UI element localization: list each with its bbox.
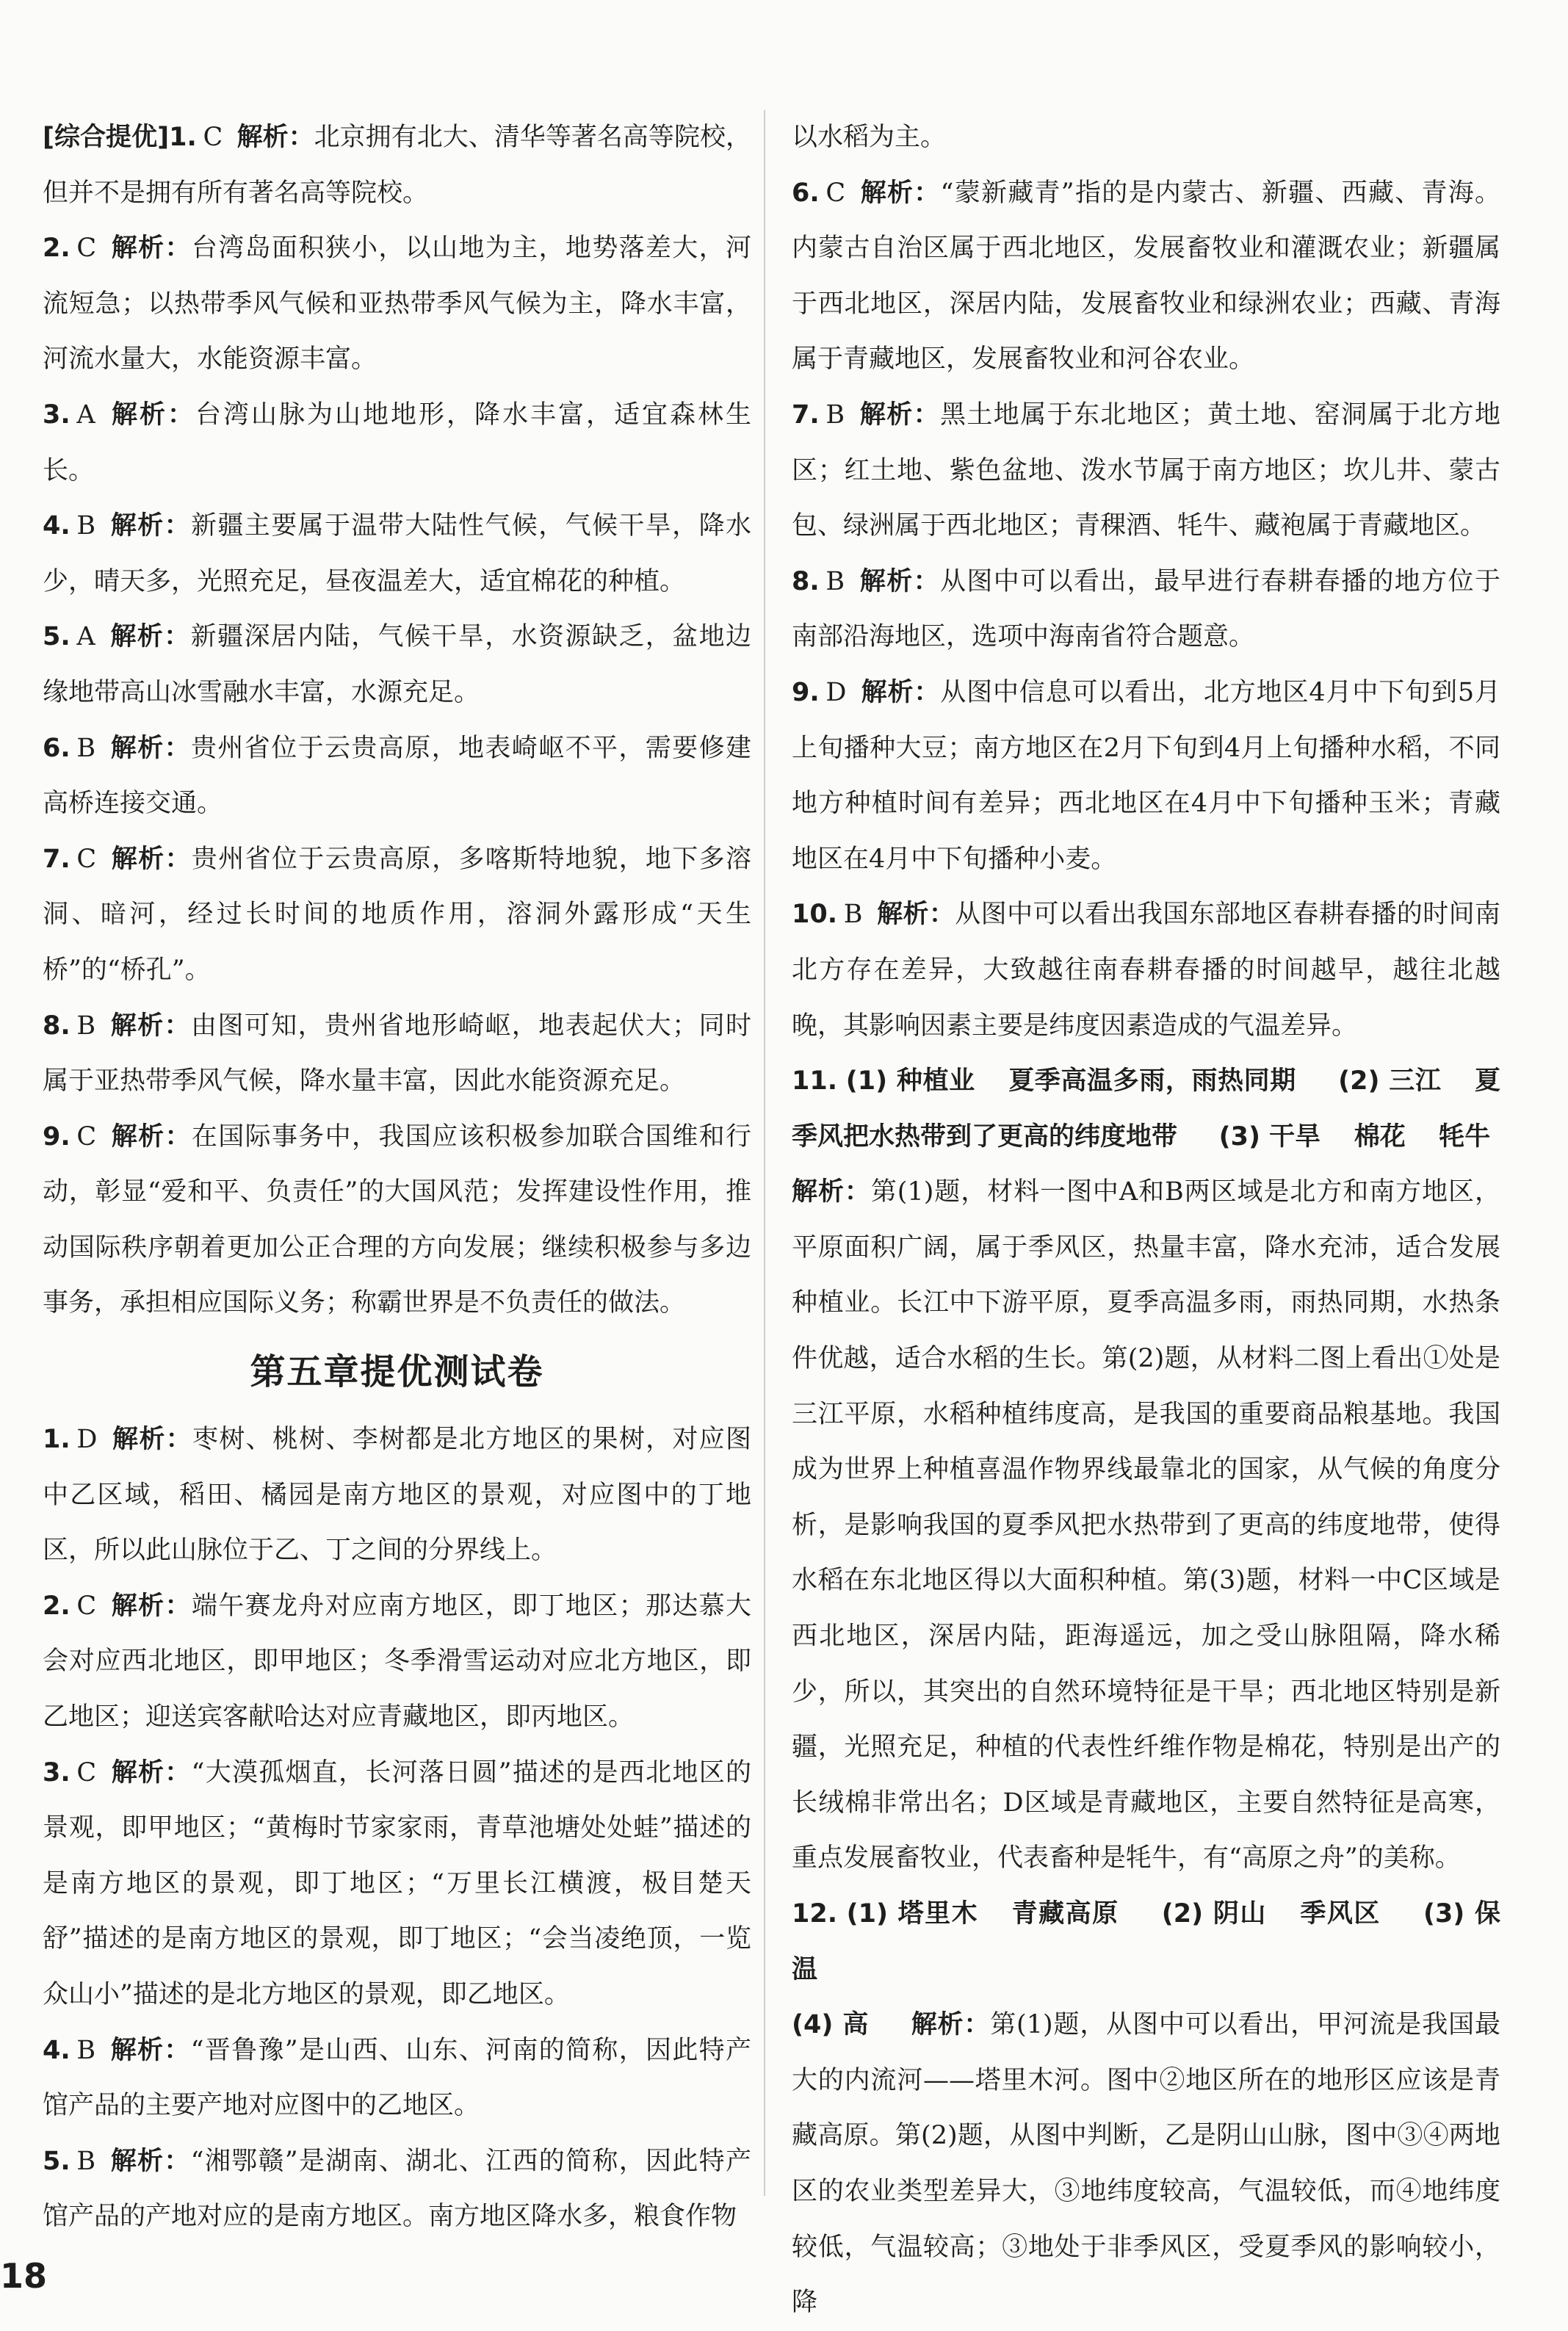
analysis-text: “大漠孤烟直，长河落日圆”描述的是西北地区的景观，即甲地区；“黄梅时节家家雨，青草池塘处处蛙”描述的是南方地区的景观，即丁地区；“万里长江横渡，极目楚天舒”描述的是南方地区的景观，即丁地区；“会当凌绝顶，一览众山小”描述的是北方地区的景观，即乙地区。 [43, 1757, 751, 2009]
analysis-label: 解析： [109, 1011, 191, 1041]
item-number: 9. [792, 677, 820, 707]
analysis-label: 解析： [110, 844, 192, 874]
item-number: 3. [43, 1757, 71, 1788]
analysis-label: 解析： [110, 234, 192, 264]
answer-letter: B [843, 900, 863, 930]
answer-part: (2) 阴山 [1161, 1899, 1267, 1929]
analysis-label: 解析： [859, 400, 940, 430]
answer-letter: B [825, 566, 845, 596]
answer-letter: D [825, 677, 847, 707]
analysis-text: 第(1)题，从图中可以看出，甲河流是我国最大的内流河——塔里木河。图中②地区所在的地形区应该是青藏高原。第(2)题，从图中判断，乙是阴山山脉，图中③④两地区的农业类型差异大，③地纬度较高，气温较低，而④地纬度较低，气温较高；③地处于非季风区，受夏季风的影响较小，降 [792, 2010, 1500, 2318]
analysis-label: 解析： [109, 2035, 191, 2065]
analysis-label: 解析： [859, 566, 940, 596]
item-number: 4. [43, 511, 71, 541]
analysis-text: 贵州省位于云贵高原，地表崎岖不平，需要修建高桥连接交通。 [43, 733, 751, 819]
answer-item [43, 2023, 751, 2134]
answer-item [792, 388, 1500, 554]
continuation-text: 以水稻为主。 [792, 123, 947, 152]
answer-part: 青藏高原 [1011, 1899, 1119, 1929]
item-number: 1. [43, 1425, 71, 1455]
item-number: 2. [43, 234, 71, 264]
answer-item [792, 554, 1500, 665]
answer-letter: C [76, 1757, 97, 1788]
answer-item [43, 1110, 751, 1331]
answer-letter: C [203, 123, 223, 152]
analysis-text: 台湾岛面积狭小，以山地为主，地势落差大，河流短急；以热带季风气候和亚热带季风气候为主，降水丰富，河流水量大，水能资源丰富。 [43, 234, 751, 375]
item-number: 7. [43, 844, 71, 874]
analysis-label: 解析： [109, 511, 191, 541]
answer-item [792, 887, 1500, 1054]
answer-list-part1 [43, 110, 751, 1331]
item-number: 8. [792, 566, 820, 596]
analysis-label: 解析： [109, 400, 195, 430]
answer-part: (1) 塔里木 [846, 1899, 979, 1929]
analysis-label: 解析： [111, 1425, 192, 1455]
answer-item [43, 999, 751, 1110]
answer-letter: B [76, 2035, 96, 2065]
item-number: 10. [792, 900, 838, 930]
left-column [43, 110, 751, 2245]
item-number: 5. [43, 622, 71, 652]
analysis-label: 解析： [876, 900, 955, 930]
item-number: 6. [43, 733, 71, 763]
answer-part: 季风区 [1300, 1899, 1381, 1929]
analysis-label: 解析： [110, 1757, 192, 1788]
analysis-text: “晋鲁豫”是山西、山东、河南的简称，因此特产馆产品的主要产地对应图中的乙地区。 [43, 2035, 751, 2121]
answer-letter: B [825, 400, 845, 430]
answer-letter: B [76, 733, 96, 763]
right-column [792, 110, 1500, 2331]
item-number: 6. [792, 178, 820, 208]
answer-letter: A [76, 622, 95, 652]
analysis-label: 解析： [860, 677, 941, 707]
analysis-text: 在国际事务中，我国应该积极参加联合国维和行动，彰显“爱和平、负责任”的大国风范；发挥建设性作用，推动国际秩序朝着更加公正合理的方向发展；继续积极参与多边事务，承担相应国际义务；称霸世界是不负责任的做法。 [43, 1121, 751, 1318]
answer-letter: B [76, 2146, 96, 2176]
analysis-text: 从图中可以看出，最早进行春耕春播的地方位于南部沿海地区，选项中海南省符合题意。 [792, 566, 1500, 652]
analysis-label: 解析： [911, 2010, 991, 2040]
item-number: 12. [792, 1899, 838, 1929]
item-number: 5. [43, 2146, 71, 2176]
analysis-text: “蒙新藏青”指的是内蒙古、新疆、西藏、青海。内蒙古自治区属于西北地区，发展畜牧业和灌溉农业；新疆属于西北地区，深居内陆，发展畜牧业和绿洲农业；西藏、青海属于青藏地区，发展畜牧业和河谷农业。 [792, 178, 1500, 375]
item-number: 11. [792, 1066, 838, 1096]
answer-letter: C [76, 844, 97, 874]
analysis-text: 新疆主要属于温带大陆性气候，气候干旱，降水少，晴天多，光照充足，昼夜温差大，适宜棉花的种植。 [43, 511, 751, 596]
answer-item [43, 221, 751, 388]
item-number: 1. [169, 123, 197, 152]
analysis-text: 贵州省位于云贵高原，多喀斯特地貌，地下多溶洞、暗河，经过长时间的地质作用，溶洞外露形成“天生桥”的“桥孔”。 [43, 844, 751, 985]
analysis-label: 解析： [110, 1591, 192, 1621]
answer-item [43, 1746, 751, 2023]
analysis-label: 解析： [109, 622, 191, 652]
page-number: 18 [0, 2256, 48, 2296]
analysis-text: “湘鄂赣”是湖南、湖北、江西的简称，因此特产馆产品的产地对应的是南方地区。南方地区降水多，粮食作物 [43, 2146, 751, 2232]
answer-part: (1) 种植业 [845, 1066, 975, 1096]
analysis-text: 第(1)题，材料一图中A和B两区域是北方和南方地区，平原面积广阔，属于季风区，热量丰富，降水充沛，适合发展种植业。长江中下游平原，夏季高温多雨，雨热同期，水热条件优越，适合水稻的生长。第(2)题，从材料二图上看出①处是三江平原，水稻种植纬度高，是我国的重要商品粮基地。我国成为世界上种植喜温作物界线最靠北的国家，从气候的角度分析，是影响我国的夏季风把水热带到了更高的纬度地带，使得水稻在东北地区得以大面积种植。第(3)题，材料一中C区域是西北地区，深居内陆，距海遥远，加之受山脉阻隔，降水稀少，所以，其突出的自然环境特征是干旱；西北地区特别是新疆，光照充足，种植的代表性纤维作物是棉花，特别是出产的长绒棉非常出名；D区域是青藏地区，主要自然特征是高寒，重点发展畜牧业，代表畜种是牦牛，有“高原之舟”的美称。 [792, 1177, 1500, 1873]
answer-item [43, 499, 751, 610]
answer-letter: C [76, 1121, 97, 1152]
answer-item [43, 1579, 751, 1746]
answer-list-right [792, 166, 1500, 1055]
answer-item [43, 721, 751, 832]
analysis-text: 枣树、桃树、李树都是北方地区的果树，对应图中乙区域，稻田、橘园是南方地区的景观，对应图中的丁地区，所以此山脉位于乙、丁之间的分界线上。 [43, 1425, 751, 1566]
answer-part: 棉花 [1354, 1121, 1406, 1152]
analysis-label: 解析： [236, 123, 314, 152]
answer-item [792, 665, 1500, 887]
analysis-label: 解析： [109, 2146, 191, 2176]
column-divider [764, 110, 765, 2196]
answer-part: (3) 干旱 [1218, 1121, 1321, 1152]
answer-part: 夏季高温多雨，雨热同期 [1008, 1066, 1296, 1096]
analysis-text: 从图中可以看出我国东部地区春耕春播的时间南北方存在差异，大致越往南春耕春播的时间越早，越往北越晚，其影响因素主要是纬度因素造成的气温差异。 [792, 900, 1500, 1041]
analysis-label: 解析： [110, 1121, 192, 1152]
answer-letter: C [76, 1591, 97, 1621]
answer-item [43, 110, 751, 221]
question-12 [792, 1887, 1500, 2331]
item-number: 4. [43, 2035, 71, 2065]
analysis-text: 从图中信息可以看出，北方地区4月中下旬到5月上旬播种大豆；南方地区在2月下旬到4月上旬播种水稻，不同地方种植时间有差异；西北地区在4月中下旬播种玉米；青藏地区在4月中下旬播种小麦。 [792, 677, 1500, 874]
analysis-label: 解析： [792, 1177, 871, 1207]
answer-letter: C [76, 234, 97, 264]
answer-letter: D [76, 1425, 98, 1455]
answer-list-part2 [43, 1412, 751, 2245]
answer-letter: B [76, 511, 96, 541]
item-number: 2. [43, 1591, 71, 1621]
answer-part: (2) 三江 [1338, 1066, 1442, 1096]
answer-item [792, 166, 1500, 388]
answer-part: (3) 保温 [792, 1899, 1500, 1984]
answer-letter: B [76, 1011, 96, 1041]
answer-letter: A [76, 400, 95, 430]
answer-item [43, 832, 751, 999]
answer-part: (4) 高 [792, 2010, 870, 2040]
answer-part: 牦牛 [1439, 1121, 1491, 1152]
question-11 [792, 1054, 1500, 1887]
analysis-label: 解析： [109, 733, 191, 763]
analysis-text: 由图可知，贵州省地形崎岖，地表起伏大；同时属于亚热带季风气候，降水量丰富，因此水能资源充足。 [43, 1011, 751, 1096]
analysis-text: 新疆深居内陆，气候干旱，水资源缺乏，盆地边缘地带高山冰雪融水丰富，水源充足。 [43, 622, 751, 707]
analysis-label: 解析： [859, 178, 941, 208]
section-title: 第五章提优测试卷 [250, 1351, 544, 1393]
item-number: 3. [43, 400, 71, 430]
analysis-text: 北京拥有北大、清华等著名高等院校，但并不是拥有所有著名高等院校。 [43, 123, 751, 208]
item-number: 8. [43, 1011, 71, 1041]
analysis-text: 端午赛龙舟对应南方地区，即丁地区；那达慕大会对应西北地区，即甲地区；冬季滑雪运动对应北方地区，即乙地区；迎送宾客献哈达对应青藏地区，即丙地区。 [43, 1591, 751, 1732]
answer-part: 夏季风把水热带到了更高的纬度地带 [792, 1066, 1500, 1152]
answer-item [43, 1412, 751, 1579]
analysis-text: 台湾山脉为山地地形，降水丰富，适宜森林生长。 [43, 400, 751, 485]
item-number: 9. [43, 1121, 71, 1152]
answer-letter: C [825, 178, 846, 208]
answer-item [43, 610, 751, 720]
answer-item [43, 388, 751, 499]
analysis-text: 黑土地属于东北地区；黄土地、窑洞属于北方地区；红土地、紫色盆地、泼水节属于南方地区；坎儿井、蒙古包、绿洲属于西北地区；青稞酒、牦牛、藏袍属于青藏地区。 [792, 400, 1500, 541]
section-tag: [综合提优] [43, 123, 170, 152]
item-number: 7. [792, 400, 820, 430]
answer-item [43, 2134, 751, 2245]
